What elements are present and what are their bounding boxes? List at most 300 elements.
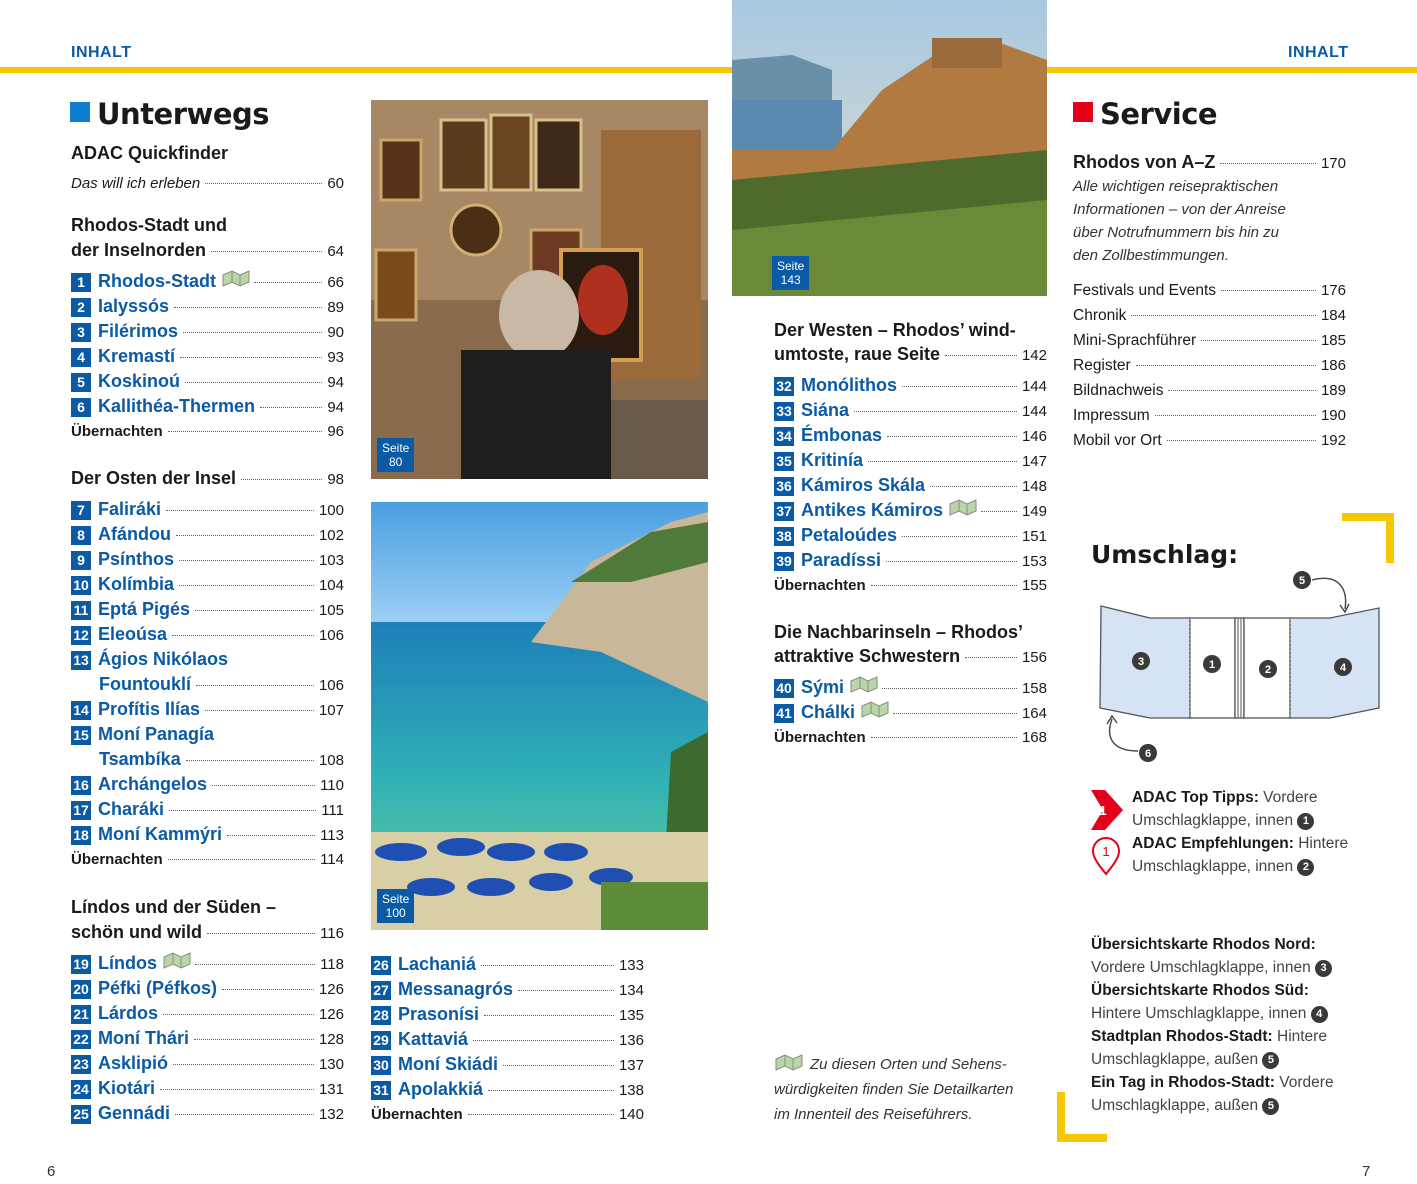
dot-leader — [484, 1015, 614, 1016]
toc-row-service[interactable] — [1073, 428, 1346, 453]
dot-leader — [227, 835, 315, 836]
toc-row-service[interactable] — [1073, 328, 1346, 353]
empfehlung-pin-icon — [1090, 836, 1122, 876]
header-left: INHALT — [71, 44, 132, 61]
toc-row[interactable] — [71, 822, 344, 847]
map-icon — [162, 951, 190, 969]
entry-page: 133 — [618, 957, 644, 974]
entry-number: 9 — [71, 551, 91, 570]
toc-row-service[interactable] — [1073, 303, 1346, 328]
entry-label: Gennádi — [98, 1103, 171, 1123]
toc-row[interactable] — [371, 1077, 644, 1102]
entry-label: Chronik — [1073, 307, 1127, 324]
entry-page: 94 — [327, 399, 344, 416]
dot-leader — [1136, 365, 1316, 366]
dot-leader — [902, 536, 1017, 537]
toc-row[interactable] — [71, 722, 344, 747]
toc-row-continued[interactable] — [99, 672, 344, 697]
toc-row[interactable] — [71, 369, 344, 394]
dot-leader — [854, 411, 1017, 412]
toc-row[interactable] — [71, 1076, 344, 1101]
dot-leader — [1155, 415, 1316, 416]
entry-number: 20 — [71, 980, 91, 999]
toc-row[interactable] — [71, 597, 344, 622]
entry-label: Sými — [801, 677, 845, 697]
entry-label: Siána — [801, 400, 850, 420]
entry-page: 164 — [1021, 705, 1047, 722]
toc-row[interactable] — [71, 1101, 344, 1126]
entry-label: Kiotári — [98, 1078, 156, 1098]
entry-page: 105 — [318, 602, 344, 619]
entry-label: Mini-Sprachführer — [1073, 332, 1197, 349]
dot-leader — [180, 357, 322, 358]
red-square-icon — [1073, 102, 1093, 122]
toc-row[interactable] — [71, 1051, 344, 1076]
entry-number: 18 — [71, 826, 91, 845]
toc-row[interactable] — [71, 847, 344, 872]
entry-label: Übernachten — [71, 851, 163, 868]
entry-label: Übernachten — [774, 577, 866, 594]
entry-page: 106 — [318, 677, 344, 694]
chapter-heading-westen: Der Westen – Rhodos’ wind- — [774, 320, 1016, 340]
entry-page: 144 — [1021, 378, 1047, 395]
entry-page: 113 — [320, 827, 344, 844]
entry-label: Afándou — [98, 524, 171, 544]
toc-row[interactable] — [71, 572, 344, 597]
entry-label: Tsambíka — [99, 749, 181, 769]
dot-leader — [168, 431, 323, 432]
entry-label: Ágios Nikólaos — [98, 649, 229, 669]
entry-label: Übernachten — [371, 1106, 463, 1123]
entry-label: Chálki — [801, 702, 856, 722]
entry-number: 16 — [71, 776, 91, 795]
entry-page: 108 — [318, 752, 344, 769]
dot-leader — [473, 1040, 614, 1041]
page-number-left: 6 — [47, 1163, 56, 1180]
entry-page: 100 — [318, 502, 344, 519]
cover-label-1-text: 1 — [1208, 659, 1216, 671]
toc-row-az[interactable]: Rhodos von A–Z 170 — [1073, 152, 1346, 172]
entry-page: 186 — [1320, 357, 1346, 374]
entry-page: 136 — [618, 1032, 644, 1049]
entry-page: 106 — [318, 627, 344, 644]
entry-label: Bildnachweis — [1073, 382, 1164, 399]
corner-mark-top-right — [1342, 513, 1394, 563]
entry-page: 140 — [618, 1106, 644, 1123]
dot-leader — [1201, 340, 1316, 341]
entry-page: 149 — [1021, 503, 1047, 520]
entry-label: Faliráki — [98, 499, 162, 519]
toc-row[interactable] — [71, 772, 344, 797]
map-icon — [221, 269, 249, 287]
toc-row-service[interactable] — [1073, 403, 1346, 428]
entry-label: Impressum — [1073, 407, 1150, 424]
toc-row[interactable] — [774, 523, 1047, 548]
entry-page: 131 — [318, 1081, 344, 1098]
toc-row[interactable] — [71, 1001, 344, 1026]
entry-page: 132 — [318, 1106, 344, 1123]
map-icon — [948, 498, 976, 516]
dot-leader — [887, 436, 1017, 437]
dot-leader — [868, 461, 1017, 462]
entry-number: 5 — [71, 373, 91, 392]
entry-page: 189 — [1320, 382, 1346, 399]
section-title-unterwegs: Unterwegs — [70, 97, 269, 131]
entry-number: 10 — [71, 576, 91, 595]
umschlag-title: Umschlag: — [1091, 540, 1239, 569]
entry-label: Líndos — [98, 953, 157, 973]
entry-label: Antikes Kámiros — [801, 500, 944, 520]
entry-page: 134 — [618, 982, 644, 999]
toc-row-westen[interactable]: umtoste, raue Seite 142 — [774, 344, 1047, 364]
dot-leader — [173, 1064, 314, 1065]
empfehlungen-text: ADAC Empfehlungen: Hintere Umschlagklappe, innen 2 — [1132, 835, 1349, 875]
entry-page: 126 — [318, 981, 344, 998]
entry-label: Asklipió — [98, 1053, 169, 1073]
entry-number: 14 — [71, 701, 91, 720]
entry-number: 39 — [774, 552, 794, 571]
photo-icon-castle — [732, 0, 1047, 296]
entry-page: 107 — [318, 702, 344, 719]
entry-page: 89 — [327, 299, 344, 316]
entry-label: Monólithos — [801, 375, 897, 395]
map-icon — [860, 700, 888, 718]
toc-row[interactable] — [71, 697, 344, 722]
entry-page: 144 — [1021, 403, 1047, 420]
entry-label: Moní Panagía — [98, 724, 215, 744]
entry-page: 102 — [318, 527, 344, 544]
entry-label: Charáki — [98, 799, 165, 819]
entry-label: Eptá Pigés — [98, 599, 191, 619]
toc-row[interactable] — [774, 573, 1047, 598]
toc-row-nachbar[interactable]: attraktive Schwestern 156 — [774, 646, 1047, 666]
entry-page: 146 — [1021, 428, 1047, 445]
dot-leader — [886, 561, 1017, 562]
entry-label: Moní Skiádi — [398, 1054, 499, 1074]
entry-label: Übernachten — [71, 423, 163, 440]
entry-page: 93 — [327, 349, 344, 366]
entry-page: 104 — [318, 577, 344, 594]
dot-leader — [168, 859, 315, 860]
header-rule-right — [1047, 67, 1417, 73]
toc-row[interactable] — [71, 319, 344, 344]
dot-leader — [981, 511, 1017, 512]
header-right: INHALT — [1288, 44, 1349, 61]
entry-number: 38 — [774, 527, 794, 546]
dot-leader — [169, 810, 316, 811]
cover-label-6-text: 6 — [1144, 748, 1152, 760]
seite-badge-143[interactable]: Seite 143 — [772, 256, 809, 290]
entry-label: Moní Kammýri — [98, 824, 223, 844]
cover-label-4-text: 4 — [1339, 662, 1347, 674]
entry-number: 37 — [774, 502, 794, 521]
dot-leader — [176, 535, 314, 536]
entry-number: 31 — [371, 1081, 391, 1100]
entry-page: 114 — [320, 851, 344, 868]
toc-row[interactable] — [71, 419, 344, 444]
dot-leader — [488, 1090, 614, 1091]
entry-number: 24 — [71, 1080, 91, 1099]
entry-page: 130 — [318, 1056, 344, 1073]
dot-leader — [175, 1114, 314, 1115]
section-title-service: Service — [1073, 97, 1217, 131]
dot-leader — [195, 964, 315, 965]
dot-leader — [481, 965, 614, 966]
entry-label: Paradíssi — [801, 550, 882, 570]
toc-row[interactable] — [71, 1026, 344, 1051]
svg-text:1: 1 — [1099, 803, 1107, 818]
chapter-heading-nord: Rhodos-Stadt und — [71, 215, 227, 235]
photo-icon-painter — [371, 100, 708, 479]
entry-label: Kritinía — [801, 450, 864, 470]
dot-leader — [893, 713, 1017, 714]
toc-row[interactable] — [774, 675, 1047, 700]
toc-row[interactable] — [71, 547, 344, 572]
top-tipps-text: ADAC Top Tipps: Vordere Umschlagklappe, innen 1 — [1132, 789, 1318, 829]
entry-number: 12 — [71, 626, 91, 645]
entry-number: 6 — [71, 398, 91, 417]
entry-label: Lachaniá — [398, 954, 477, 974]
dot-leader — [468, 1114, 614, 1115]
entry-page: 185 — [1320, 332, 1346, 349]
entry-label: Kámiros Skála — [801, 475, 926, 495]
dot-leader — [186, 760, 314, 761]
entry-number: 2 — [71, 298, 91, 317]
entry-label: Archángelos — [98, 774, 208, 794]
entry-number: 22 — [71, 1030, 91, 1049]
seite-badge-80[interactable]: Seite 80 — [377, 438, 414, 472]
dot-leader — [882, 688, 1017, 689]
toc-row[interactable] — [774, 548, 1047, 573]
dot-leader — [195, 610, 314, 611]
cover-maps-list: Übersichtskarte Rhodos Nord: Vordere Umschlagklappe, innen 3 Übersichtskarte Rhodos Süd: Hintere Umschlagklappe, innen 4 Stadtplan Rhodos-Stadt: Hintere Umschlagklappe, außen 5 Ein Tag in Rhodos-Stadt: Vordere Umschlagklappe, außen 5 — [1091, 936, 1334, 1114]
entry-label: Moní Thári — [98, 1028, 189, 1048]
entry-number: 41 — [774, 704, 794, 723]
dot-leader — [930, 486, 1017, 487]
entry-number: 3 — [71, 323, 91, 342]
entry-page: 147 — [1021, 453, 1047, 470]
dot-leader — [1221, 290, 1316, 291]
photo-icon-bay — [371, 502, 708, 930]
entry-label: Kremastí — [98, 346, 176, 366]
entry-page: 128 — [318, 1031, 344, 1048]
entry-label: Fountouklí — [99, 674, 191, 694]
dot-leader — [902, 386, 1017, 387]
toc-row-service[interactable] — [1073, 353, 1346, 378]
dot-leader — [160, 1089, 314, 1090]
chapter-heading-nachbar: Die Nachbarinseln – Rhodos’ — [774, 622, 1024, 642]
entry-label: Psínthos — [98, 549, 175, 569]
entry-label: Messanagrós — [398, 979, 514, 999]
entry-label: Mobil vor Ort — [1073, 432, 1162, 449]
svg-text:1: 1 — [1102, 844, 1110, 859]
seite-badge-100[interactable]: Seite 100 — [377, 889, 414, 923]
dot-leader — [196, 685, 314, 686]
dot-leader — [174, 307, 322, 308]
toc-row[interactable] — [71, 497, 344, 522]
dot-leader — [871, 585, 1017, 586]
entry-label: Émbonas — [801, 425, 883, 445]
entry-number: 32 — [774, 377, 794, 396]
entry-page: 94 — [327, 374, 344, 391]
top-tipp-arrow-icon — [1089, 788, 1125, 832]
map-icon — [849, 675, 877, 693]
dot-leader — [1168, 390, 1316, 391]
entry-label: Péfki (Péfkos) — [98, 978, 218, 998]
toc-row[interactable] — [71, 797, 344, 822]
entry-number: 19 — [71, 955, 91, 974]
dot-leader — [1167, 440, 1316, 441]
dot-leader — [166, 510, 314, 511]
quickfinder-heading: ADAC Quickfinder — [71, 143, 229, 163]
toc-row[interactable] — [371, 1052, 644, 1077]
cover-label-2-text: 2 — [1264, 664, 1272, 676]
entry-page: 111 — [321, 802, 344, 819]
toc-row-service[interactable] — [1073, 378, 1346, 403]
entry-label: Lárdos — [98, 1003, 159, 1023]
entry-number: 27 — [371, 981, 391, 1000]
toc-row[interactable] — [371, 977, 644, 1002]
entry-label: Festivals und Events — [1073, 282, 1217, 299]
dot-leader — [260, 407, 322, 408]
toc-row[interactable] — [774, 398, 1047, 423]
entry-label: Profítis Ilías — [98, 699, 201, 719]
entry-page: 155 — [1021, 577, 1047, 594]
dot-leader — [183, 332, 322, 333]
toc-row-continued[interactable] — [99, 747, 344, 772]
toc-row-quickfinder[interactable]: Das will ich erleben 60 — [71, 175, 344, 192]
entry-label: Prasonísi — [398, 1004, 480, 1024]
toc-row[interactable] — [774, 423, 1047, 448]
page-number-right: 7 — [1362, 1163, 1371, 1180]
toc-row[interactable] — [71, 394, 344, 419]
entry-number: 23 — [71, 1055, 91, 1074]
toc-row[interactable] — [71, 344, 344, 369]
dot-leader — [254, 282, 322, 283]
entry-label: Eleoúsa — [98, 624, 168, 644]
entry-number: 36 — [774, 477, 794, 496]
dot-leader — [1131, 315, 1316, 316]
toc-row[interactable] — [774, 498, 1047, 523]
toc-row[interactable] — [371, 1102, 644, 1127]
toc-row[interactable] — [774, 373, 1047, 398]
entry-page: 190 — [1320, 407, 1346, 424]
entry-page: 158 — [1021, 680, 1047, 697]
entry-number: 28 — [371, 1006, 391, 1025]
toc-row[interactable] — [371, 1002, 644, 1027]
entry-page: 135 — [618, 1007, 644, 1024]
entry-page: 103 — [318, 552, 344, 569]
entry-page: 192 — [1320, 432, 1346, 449]
entry-page: 118 — [320, 956, 344, 973]
toc-row[interactable] — [71, 294, 344, 319]
dot-leader — [205, 710, 314, 711]
entry-label: Register — [1073, 357, 1131, 374]
entry-number: 1 — [71, 273, 91, 292]
dot-leader — [163, 1014, 314, 1015]
entry-page: 66 — [327, 274, 344, 291]
entry-label: Petaloúdes — [801, 525, 898, 545]
entry-page: 137 — [618, 1057, 644, 1074]
az-description: Alle wichtigen reisepraktischen Informationen – von der Anreise über Notrufnummern bis hin zu den Zollbestimmungen. — [1073, 178, 1286, 264]
map-icon — [774, 1053, 802, 1071]
cover-diagram — [1090, 565, 1390, 770]
toc-row[interactable] — [371, 952, 644, 977]
entry-page: 168 — [1021, 729, 1047, 746]
entry-label: Filérimos — [98, 321, 179, 341]
toc-row-nord[interactable]: der Inselnorden 64 — [71, 240, 344, 260]
entry-label: Kolímbia — [98, 574, 175, 594]
toc-row[interactable] — [774, 700, 1047, 725]
cover-label-3-text: 3 — [1137, 656, 1145, 668]
entry-number: 30 — [371, 1056, 391, 1075]
dot-leader — [172, 635, 314, 636]
entry-number: 40 — [774, 679, 794, 698]
entry-page: 184 — [1320, 307, 1346, 324]
toc-row[interactable] — [71, 976, 344, 1001]
entry-number: 35 — [774, 452, 794, 471]
toc-row[interactable] — [71, 951, 344, 976]
entry-number: 13 — [71, 651, 91, 670]
map-note: Zu diesen Orten und Sehens- würdigkeiten finden Sie Detailkarten im Innenteil des Reiseführers. — [774, 1052, 1034, 1127]
toc-row-sueden[interactable]: schön und wild 116 — [71, 922, 344, 942]
dot-leader — [503, 1065, 614, 1066]
toc-row[interactable] — [774, 448, 1047, 473]
entry-number: 4 — [71, 348, 91, 367]
dot-leader — [179, 585, 314, 586]
entry-page: 153 — [1021, 553, 1047, 570]
entry-label: Rhodos-Stadt — [98, 271, 216, 291]
toc-row[interactable] — [371, 1027, 644, 1052]
toc-row[interactable] — [71, 522, 344, 547]
entry-number: 25 — [71, 1105, 91, 1124]
entry-number: 8 — [71, 526, 91, 545]
entry-page: 151 — [1021, 528, 1047, 545]
entry-page: 176 — [1320, 282, 1346, 299]
entry-label: Koskinoú — [98, 371, 181, 391]
toc-row[interactable] — [71, 622, 344, 647]
entry-label: Apolakkiá — [398, 1079, 484, 1099]
entry-number: 21 — [71, 1005, 91, 1024]
entry-number: 26 — [371, 956, 391, 975]
entry-label: Kallithéa-Thermen — [98, 396, 256, 416]
entry-label: Ialyssós — [98, 296, 170, 316]
entry-number: 29 — [371, 1031, 391, 1050]
toc-row-service[interactable] — [1073, 278, 1346, 303]
chapter-heading-sueden: Líndos und der Süden – — [71, 897, 277, 917]
header-rule-left — [0, 67, 732, 73]
entry-number: 34 — [774, 427, 794, 446]
toc-row[interactable] — [774, 725, 1047, 750]
toc-row[interactable] — [71, 269, 344, 294]
entry-number: 17 — [71, 801, 91, 820]
entry-number: 33 — [774, 402, 794, 421]
dot-leader — [179, 560, 314, 561]
entry-page: 110 — [320, 777, 344, 794]
entry-page: 138 — [618, 1082, 644, 1099]
toc-row[interactable] — [774, 473, 1047, 498]
cover-label-5-text: 5 — [1298, 575, 1306, 587]
entry-number: 11 — [71, 601, 91, 620]
dot-leader — [185, 382, 322, 383]
entry-page: 148 — [1021, 478, 1047, 495]
blue-square-icon — [70, 102, 90, 122]
entry-label: Übernachten — [774, 729, 866, 746]
toc-row[interactable] — [71, 647, 344, 672]
entry-page: 90 — [327, 324, 344, 341]
toc-row-osten[interactable]: Der Osten der Insel 98 — [71, 468, 344, 488]
entry-label: Kattaviá — [398, 1029, 469, 1049]
